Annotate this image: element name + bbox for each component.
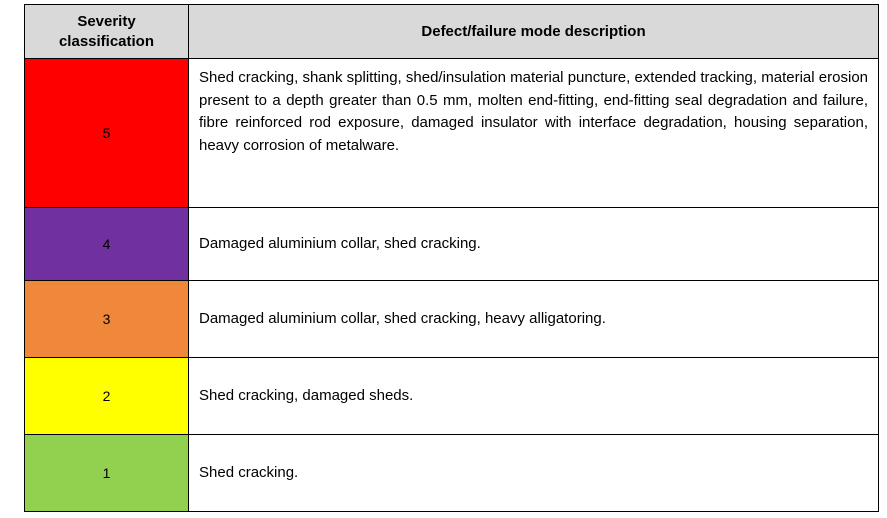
- table-row: [25, 59, 879, 208]
- table-row: [25, 435, 879, 512]
- severity-value-cell: 3: [25, 281, 189, 358]
- table-header-row: [25, 5, 879, 59]
- table-body: [25, 59, 879, 512]
- table-row: [25, 208, 879, 281]
- description-cell: Damaged aluminium collar, shed cracking, heavy alligatoring.: [189, 281, 879, 358]
- description-cell: Shed cracking, damaged sheds.: [189, 358, 879, 435]
- description-cell: Shed cracking.: [189, 435, 879, 512]
- description-cell: Shed cracking, shank splitting, shed/insulation material puncture, extended tracking, material erosion present to a depth greater than 0.5 mm, molten end-fitting, end-fitting seal degradation and failure, fibre reinforced rod exposure, damaged insulator with interface degradation, housing separation, heavy corrosion of metalware.: [189, 59, 879, 208]
- table-row: [25, 281, 879, 358]
- description-cell: Damaged aluminium collar, shed cracking.: [189, 208, 879, 281]
- table-header: [25, 5, 879, 59]
- severity-value-cell: 1: [25, 435, 189, 512]
- column-header-severity: Severity classification: [25, 5, 189, 59]
- severity-value-cell: 4: [25, 208, 189, 281]
- severity-value-cell: 2: [25, 358, 189, 435]
- column-header-description: Defect/failure mode description: [189, 5, 879, 59]
- severity-value-cell: 5: [25, 59, 189, 208]
- table-row: [25, 358, 879, 435]
- severity-classification-table: [24, 4, 879, 512]
